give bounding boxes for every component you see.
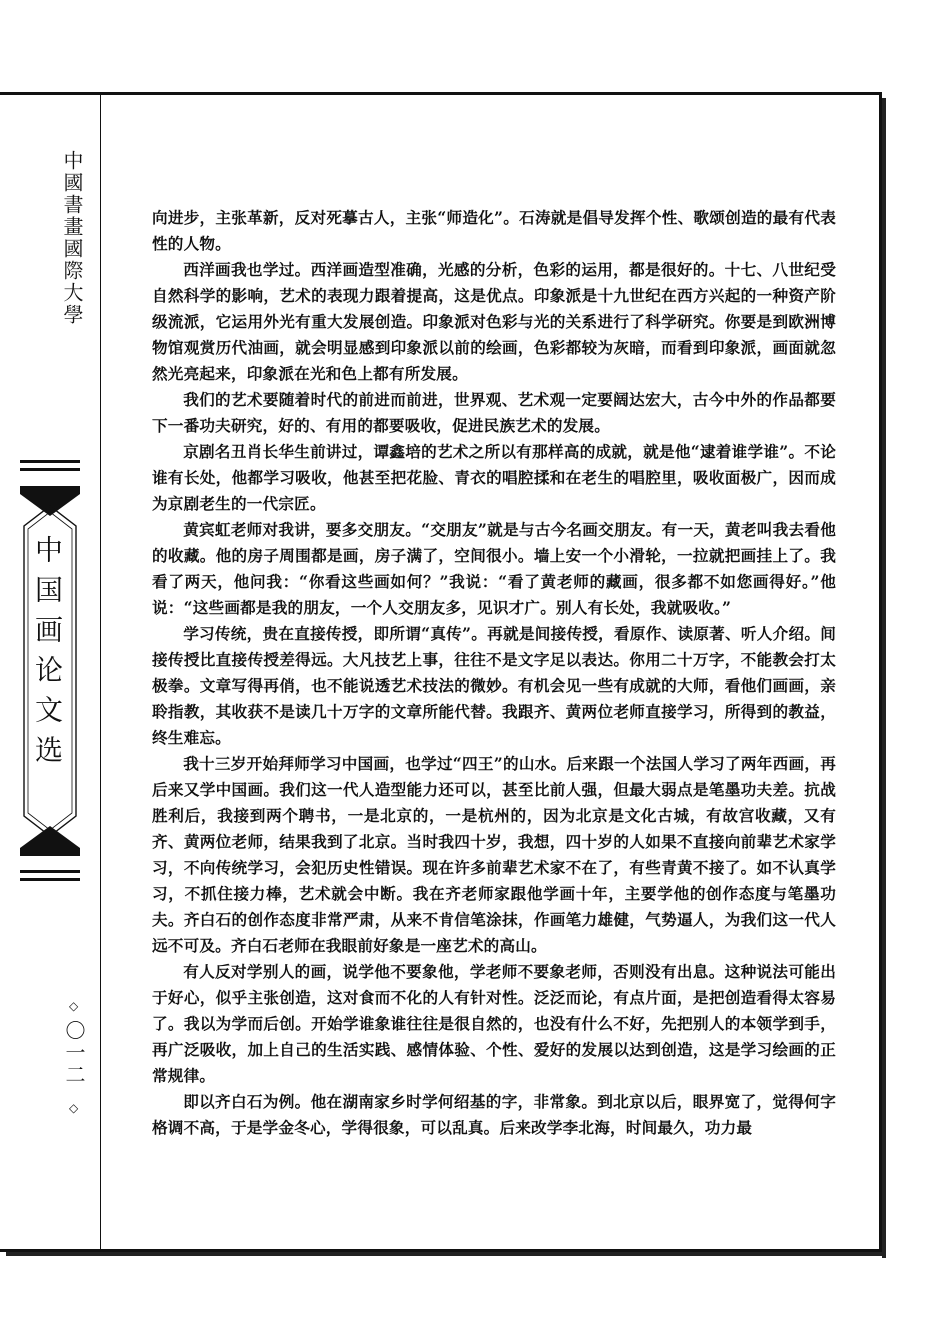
university-name: 中國書畫國際大學 bbox=[60, 150, 84, 326]
paragraph: 西洋画我也学过。西洋画造型准确，光感的分析，色彩的运用，都是很好的。十七、八世纪受自然科学的影响，艺术的表现力跟着提高，这是优点。印象派是十九世纪在西方兴起的一种资产阶级流派，它运用外光有重大发展创造。印象派对色彩与光的关系进行了科学研究。你要是到欧洲博物馆观赏历代油画，就会明显感到印象派以前的绘画，色彩都较为灰暗，而看到印象派，画面就忽然光亮起来，印象派在光和色上都有所发展。 bbox=[152, 260, 836, 383]
page-number: 〇一二 bbox=[62, 1020, 86, 1086]
paragraph: 黄宾虹老师对我讲，要多交朋友。“交朋友”就是与古今名画交朋友。有一天，黄老叫我去看他的收藏。他的房子周围都是画，房子满了，空间很小。墙上安一个小滑轮，一拉就把画挂上了。我看了两天，他问我：“你看这些画如何？”我说：“看了黄老师的藏画，很多都不如您画得好。”他说：“这些画都是我的朋友，一个人交朋友多，见识才广。别人有长处，我就吸收。” bbox=[152, 520, 836, 617]
book-title: 中国画论文选 bbox=[31, 535, 64, 775]
paragraph: 向进步，主张革新，反对死摹古人，主张“师造化”。石涛就是倡导发挥个性、歌颂创造的最有代表性的人物。 bbox=[152, 208, 836, 253]
sidebar-divider bbox=[100, 95, 101, 1251]
body-text bbox=[152, 205, 836, 1141]
frame-shadow-right bbox=[882, 98, 886, 1258]
paragraph: 我十三岁开始拜师学习中国画，也学过“四王”的山水。后来跟一个法国人学习了两年西画，再后来又学中国画。我们这一代人造型能力还可以，甚至比前人强，但最大弱点是笔墨功夫差。抗战胜利后，我接到两个聘书，一是北京的，一是杭州的，因为北京是文化古城，有故宫收藏，又有齐、黄两位老师，结果我到了北京。当时我四十岁，我想，四十岁的人如果不直接向前辈艺术家学习，不向传统学习，会犯历史性错误。现在许多前辈艺术家不在了，有些青黄不接了。如不认真学习，不抓住接力棒，艺术就会中断。我在齐老师家跟他学画十年，主要学他的创作态度与笔墨功夫。齐白石的创作态度非常严肃，从来不肯信笔涂抹，作画笔力雄健，气势逼人，为我们这一代人远不可及。齐白石老师在我眼前好象是一座艺术的高山。 bbox=[152, 754, 836, 955]
ornament-bar bbox=[20, 870, 80, 873]
diamond-icon: ◇ bbox=[69, 1101, 79, 1115]
ornament-bar bbox=[20, 878, 80, 881]
paragraph: 学习传统，贵在直接传授，即所谓“真传”。再就是间接传授，看原作、读原著、听人介绍。间接传授比直接传授差得远。大凡技艺上事，往往不是文字足以表达。你用二十万字，不能教会打太极拳。文章写得再俏，也不能说透艺术技法的微妙。有机会见一些有成就的大师，看他们画画，亲聆指教，其收获不是读几十万字的文章所能代替。我跟齐、黄两位老师直接学习，所得到的教益，终生难忘。 bbox=[152, 624, 836, 747]
paragraph: 即以齐白石为例。他在湖南家乡时学何绍基的字，非常象。到北京以后，眼界宽了，觉得何字格调不高，于是学金冬心，学得很象，可以乱真。后来改学李北海，时间最久，功力最 bbox=[152, 1092, 836, 1137]
diamond-icon: ◇ bbox=[69, 999, 79, 1013]
paragraph: 我们的艺术要随着时代的前进而前进，世界观、艺术观一定要阔达宏大，古今中外的作品都要下一番功夫研究，好的、有用的都要吸收，促进民族艺术的发展。 bbox=[152, 390, 836, 435]
ornament-bar bbox=[20, 468, 80, 471]
frame-shadow-bottom bbox=[6, 1252, 886, 1256]
paragraph: 京剧名丑肖长华生前讲过，谭鑫培的艺术之所以有那样高的成就，就是他“逮着谁学谁”。不论谁有长处，他都学习吸收，他甚至把花脸、青衣的唱腔揉和在老生的唱腔里，吸收面极广，因而成为京剧老生的一代宗匠。 bbox=[152, 442, 836, 513]
paragraph: 有人反对学别人的画，说学他不要象他，学老师不要象老师，否则没有出息。这种说法可能出于好心，似乎主张创造，这对食而不化的人有针对性。泛泛而论，有点片面，是把创造看得太容易了。我以为学而后创。开始学谁象谁往往是很自然的，也没有什么不好，先把别人的本领学到手，再广泛吸收，加上自己的生活实践、感情体验、个性、爱好的发展以达到创造，这是学习绘画的正常规律。 bbox=[152, 962, 836, 1085]
ornament-bar bbox=[20, 460, 80, 463]
